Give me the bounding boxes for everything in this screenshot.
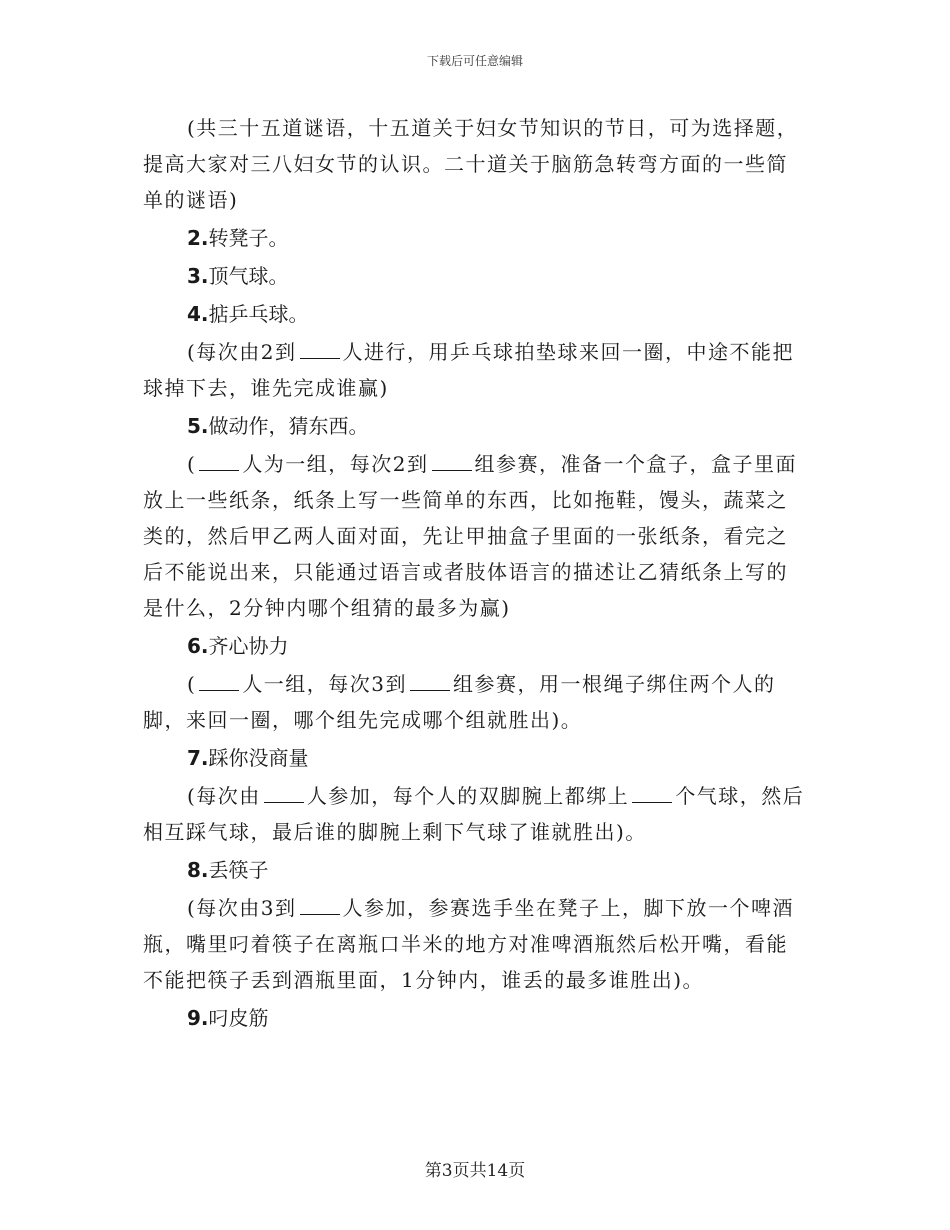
list-item — [143, 258, 808, 294]
list-item — [143, 220, 808, 256]
list-item — [143, 628, 808, 664]
item-title: 顶气球。 — [208, 264, 289, 288]
list-item — [143, 852, 808, 888]
item-title: 踩你没商量 — [208, 746, 309, 770]
document-body — [143, 110, 808, 1038]
item-description: (每次由 人参加，每个人的双脚腕上都绑上 个气球，然后相互踩气球，最后谁的脚腕上剩下气球了谁就胜出)。 — [143, 784, 805, 844]
fill-blank — [410, 670, 450, 691]
item-number: 7. — [187, 746, 209, 770]
item-title: 转凳子。 — [208, 226, 289, 250]
item-number: 2. — [187, 226, 209, 250]
item-title: 叼皮筋 — [208, 1006, 269, 1030]
fill-blank — [300, 338, 340, 359]
item-number: 8. — [187, 858, 209, 882]
fill-blank — [300, 894, 340, 915]
list-item — [143, 296, 808, 332]
fill-blank — [632, 782, 672, 803]
list-item — [143, 740, 808, 776]
item-description: ( 人一组，每次3到 组参赛，用一根绳子绑住两个人的脚，来回一圈，哪个组先完成哪个组就胜出)。 — [143, 672, 776, 732]
item-description: (每次由3到 人参加，参赛选手坐在凳子上，脚下放一个啤酒瓶，嘴里叼着筷子在离瓶口半米的地方对准啤酒瓶然后松开嘴，看能不能把筷子丢到酒瓶里面，1分钟内，谁丢的最多谁胜出)。 — [143, 896, 795, 992]
fill-blank — [199, 450, 239, 471]
intro-paragraph: (共三十五道谜语，十五道关于妇女节知识的节日，可为选择题，提高大家对三八妇女节的认识。二十道关于脑筋急转弯方面的一些简单的谜语) — [143, 116, 799, 212]
item-number: 5. — [187, 414, 209, 438]
fill-blank — [432, 450, 472, 471]
item-description: ( 人为一组，每次2到 组参赛，准备一个盒子，盒子里面放上一些纸条，纸条上写一些简单的东西，比如拖鞋，馒头，蔬菜之类的，然后甲乙两人面对面，先让甲抽盒子里面的一张纸条，看完之后不能说出来，只能通过语言或者肢体语言的描述让乙猜纸条上写的是什么，2分钟内哪个组猜的最多为赢) — [143, 452, 798, 620]
page-footer: 第3页共14页 — [424, 1161, 526, 1181]
page-header: 下载后可任意编辑 — [426, 54, 523, 68]
item-title: 掂乒乓球。 — [208, 302, 309, 326]
list-item — [143, 408, 808, 444]
item-title: 丢筷子 — [208, 858, 269, 882]
item-number: 4. — [187, 302, 209, 326]
fill-blank — [264, 782, 304, 803]
item-number: 3. — [187, 264, 209, 288]
item-description: (每次由2到 人进行，用乒乓球拍垫球来回一圈，中途不能把球掉下去，谁先完成谁赢) — [143, 340, 795, 400]
fill-blank — [199, 670, 239, 691]
item-title: 做动作，猜东西。 — [208, 414, 369, 438]
list-item — [143, 1000, 808, 1036]
item-title: 齐心协力 — [208, 634, 289, 658]
item-number: 9. — [187, 1006, 209, 1030]
item-number: 6. — [187, 634, 209, 658]
